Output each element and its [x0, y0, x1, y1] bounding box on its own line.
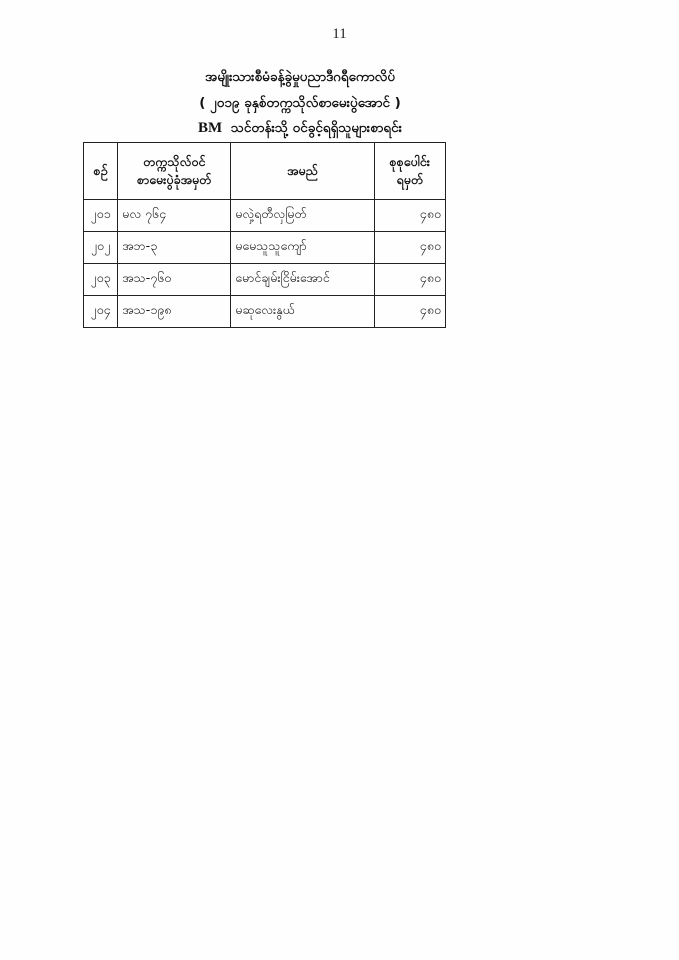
- table-header-row: [84, 143, 446, 200]
- header-name: အမည်: [231, 143, 374, 200]
- header-roll-number: [118, 143, 231, 200]
- exam-subtitle: ( ၂၀၁၉ ခုနှစ်တက္ကသိုလ်စာမေးပွဲအောင် ): [199, 95, 401, 111]
- header-total-marks: [374, 143, 445, 200]
- cell-roll-number: အသ-၁၉၈: [118, 296, 231, 328]
- cell-serial-no: ၂၀၁: [84, 200, 118, 232]
- header-roll-line1: တက္ကသိုလ်ဝင်: [143, 154, 206, 169]
- cell-name: မလှဲ့ရတီလှမြတ်: [231, 200, 374, 232]
- list-title: [80, 119, 520, 139]
- cell-name: မောင်ချမ်းငြိမ်းအောင်: [231, 264, 374, 296]
- admission-table: [83, 142, 446, 328]
- table-row: [84, 264, 446, 296]
- table-row: [84, 296, 446, 328]
- cell-name: မမေသူသူကျော်: [231, 232, 374, 264]
- cell-roll-number: အသ-၇၆၀: [118, 264, 231, 296]
- header-mark-line1: စုစုပေါင်း: [389, 154, 430, 169]
- cell-serial-no: ၂၀၃: [84, 264, 118, 296]
- header-mark-line2: ရမှတ်: [396, 172, 424, 187]
- cell-name: မဆုလေးနွယ်: [231, 296, 374, 328]
- program-code: BM: [197, 120, 223, 136]
- cell-total-marks: ၄၈၀: [374, 200, 445, 232]
- header-serial-no: စဉ်: [84, 143, 118, 200]
- cell-total-marks: ၄၈၀: [374, 232, 445, 264]
- cell-roll-number: အဘ-၃: [118, 232, 231, 264]
- table-row: [84, 200, 446, 232]
- table-row: [84, 232, 446, 264]
- cell-roll-number: မလ ၇၆၄: [118, 200, 231, 232]
- cell-serial-no: ၂၀၄: [84, 296, 118, 328]
- cell-total-marks: ၄၈၀: [374, 264, 445, 296]
- header-roll-line2: စာမေးပွဲခုံအမှတ်: [137, 172, 212, 187]
- cell-total-marks: ၄၈၀: [374, 296, 445, 328]
- list-title-text: သင်တန်းသို့ ဝင်ခွင့်ရရှိသူများစာရင်း: [230, 120, 403, 136]
- college-title: အမျိုးသားစီမံခန့်ခွဲမှုပညာဒီဂရီကောလိပ်: [204, 69, 396, 85]
- page-number: 11: [332, 26, 347, 42]
- cell-serial-no: ၂၀၂: [84, 232, 118, 264]
